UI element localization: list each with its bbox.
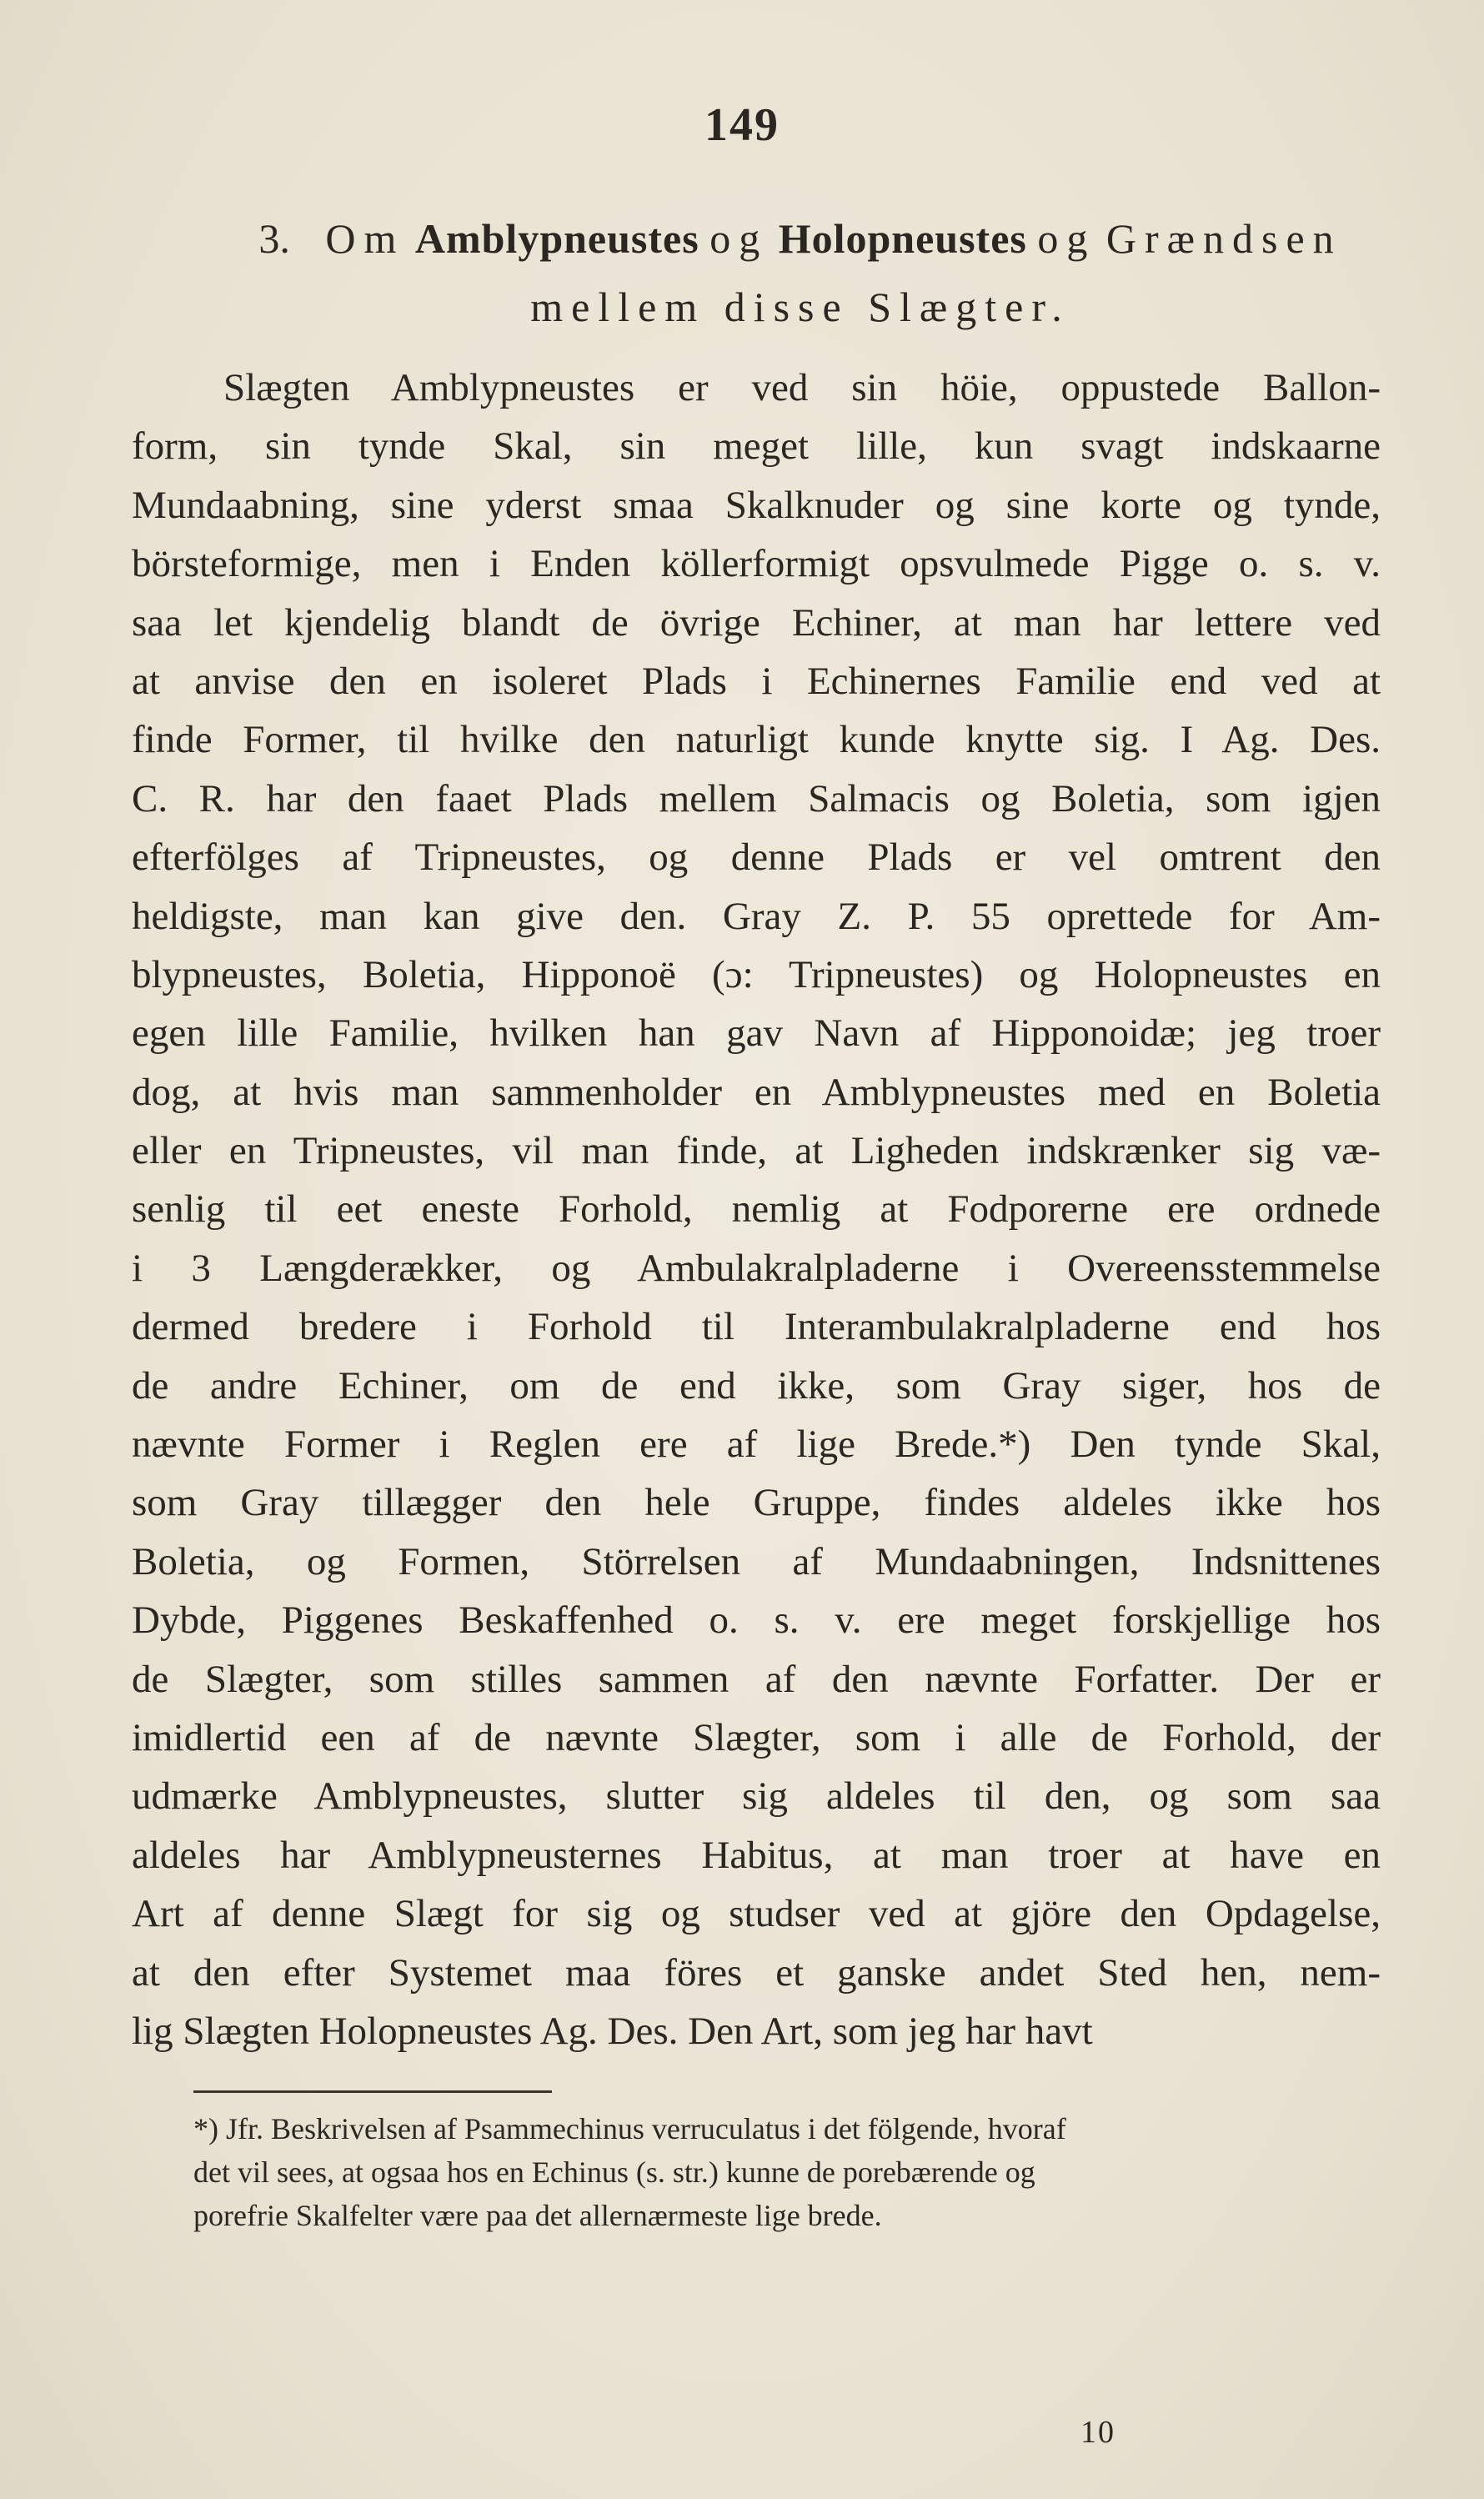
body-line: at den efter Systemet maa föres et ganske andet Sted hen, nem-: [132, 1950, 1381, 1995]
heading-word-og-1: og: [709, 215, 769, 262]
heading-word-og-2: og: [1037, 215, 1096, 262]
heading-word-om: Om: [325, 215, 405, 262]
body-paragraph: [132, 359, 1381, 2060]
body-line: efterfölges af Tripneustes, og denne Plads er vel omtrent den: [132, 836, 1381, 880]
footnote-line: porefrie Skalfelter være paa det allernærmeste lige brede.: [193, 2199, 882, 2232]
body-line: senlig til eet eneste Forhold, nemlig at Fodporerne ere ordnede: [132, 1187, 1381, 1232]
section-heading-line-2: mellem disse Slægter.: [530, 284, 1070, 330]
footnote-divider: [193, 2090, 552, 2093]
body-line: heldigste, man kan give den. Gray Z. P. 55 oprettede for Am-: [132, 894, 1381, 938]
section-number: 3.: [258, 215, 290, 262]
body-line: imidlertid een af de nævnte Slægter, som i alle de Forhold, der: [132, 1715, 1381, 1759]
body-line: C. R. har den faaet Plads mellem Salmacis og Boletia, som igjen: [132, 776, 1381, 820]
body-line: börsteformige, men i Enden köllerformigt opsvulmede Pigge o. s. v.: [132, 542, 1381, 586]
body-line: Art af denne Slægt for sig og studser ved at gjöre den Opdagelse,: [132, 1892, 1381, 1936]
body-line: Slægten Amblypneustes er ved sin höie, oppustede Ballon-: [223, 366, 1381, 409]
section-heading-line-1: [204, 204, 1396, 273]
body-line: de Slægter, som stilles sammen af den nævnte Forfatter. Der er: [132, 1657, 1381, 1701]
body-line: egen lille Familie, hvilken han gav Navn af Hipponoidæ; jeg troer: [132, 1011, 1381, 1056]
footnote: [193, 2107, 1386, 2237]
body-line: eller en Tripneustes, vil man finde, at Ligheden indskrænker sig væ-: [132, 1129, 1381, 1173]
body-line: udmærke Amblypneustes, slutter sig aldeles til den, og som saa: [132, 1774, 1381, 1819]
footnote-line: *) Jfr. Beskrivelsen af Psammechinus verruculatus i det fölgende, hvoraf: [193, 2112, 1066, 2145]
footnote-line: det vil sees, at ogsaa hos en Echinus (s. str.) kunne de porebærende og: [193, 2155, 1035, 2189]
page-number: 149: [704, 99, 780, 151]
body-line: at anvise den en isoleret Plads i Echinernes Familie end ved at: [132, 659, 1381, 703]
body-line: Mundaabning, sine yderst smaa Skalknuder og sine korte og tynde,: [132, 483, 1381, 527]
heading-word-graendsen: Grændsen: [1105, 215, 1342, 262]
section-heading: [204, 204, 1396, 341]
body-line: aldeles har Amblypneusternes Habitus, at man troer at have en: [132, 1833, 1381, 1877]
body-line: lig Slægten Holopneustes Ag. Des. Den Art, som jeg har havt: [132, 2009, 1093, 2053]
body-line: i 3 Længderækker, og Ambulakralpladerne i Overeensstemmelse: [132, 1246, 1381, 1290]
printer-signature-mark: 10: [1080, 2415, 1116, 2450]
body-line: Dybde, Piggenes Beskaffenhed o. s. v. ere meget forskjellige hos: [132, 1598, 1381, 1643]
heading-genus-amblypneustes: Amblypneustes: [414, 215, 699, 262]
body-line: dog, at hvis man sammenholder en Amblypneustes med en Boletia: [132, 1070, 1381, 1114]
body-line: blypneustes, Boletia, Hipponoë (ɔ: Tripneustes) og Holopneustes en: [132, 952, 1381, 996]
body-line: finde Former, til hvilke den naturligt kunde knytte sig. I Ag. Des.: [132, 718, 1381, 762]
body-line: som Gray tillægger den hele Gruppe, findes aldeles ikke hos: [132, 1481, 1381, 1525]
body-line: de andre Echiner, om de end ikke, som Gray siger, hos de: [132, 1363, 1381, 1408]
body-line: Boletia, og Formen, Störrelsen af Mundaabningen, Indsnittenes: [132, 1539, 1381, 1583]
heading-genus-holopneustes: Holopneustes: [778, 215, 1027, 262]
body-line: nævnte Former i Reglen ere af lige Brede.*) Den tynde Skal,: [132, 1423, 1381, 1467]
body-line: saa let kjendelig blandt de övrige Echiner, at man har lettere ved: [132, 600, 1381, 645]
body-line: dermed bredere i Forhold til Interambulakralpladerne end hos: [132, 1305, 1381, 1349]
body-line: form, sin tynde Skal, sin meget lille, kun svagt indskaarne: [132, 424, 1381, 469]
